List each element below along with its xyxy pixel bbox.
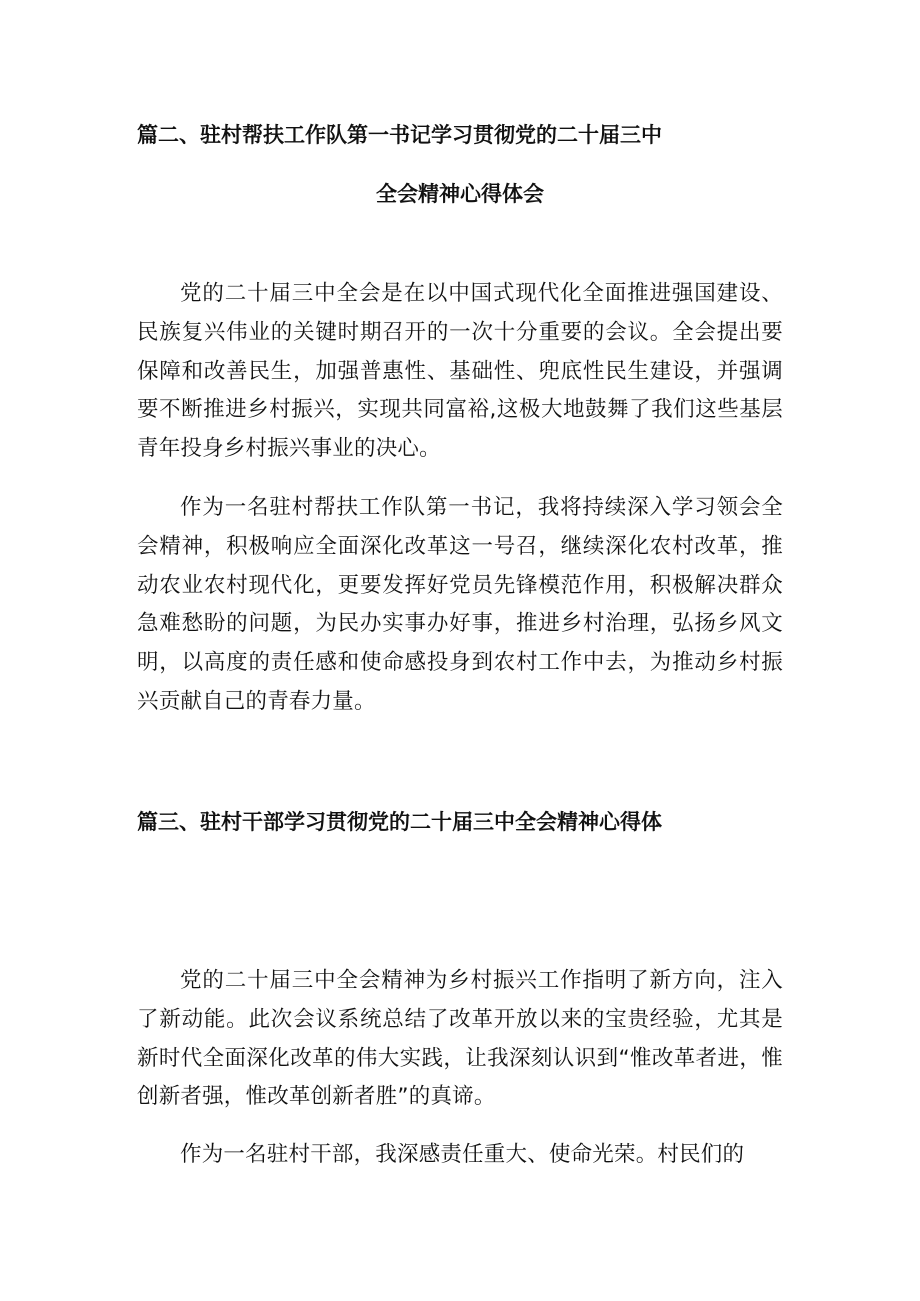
section2-title-line2: 全会精神心得体会: [376, 182, 544, 206]
section2-title-line1: 篇二、驻村帮扶工作队第一书记学习贯彻党的二十届三中: [137, 123, 662, 147]
section2-paragraph-1: 党的二十届三中全会是在以中国式现代化全面推进强国建设、民族复兴伟业的关键时期召开的一次十分重要的会议。全会提出要保障和改善民生，加强普惠性、基础性、兜底性民生建设，并强调要不断推进乡村振兴，实现共同富裕,这极大地鼓舞了我们这些基层青年投身乡村振兴事业的决心。: [137, 281, 783, 462]
section3-title: 篇三、驻村干部学习贯彻党的二十届三中全会精神心得体: [137, 810, 662, 834]
section2-paragraph-2: 作为一名驻村帮扶工作队第一书记，我将持续深入学习领会全会精神，积极响应全面深化改革这一号召，继续深化农村改革，推动农业农村现代化，更要发挥好党员先锋模范作用，积极解决群众急难愁盼的问题，为民办实事办好事，推进乡村治理，弘扬乡风文明，以高度的责任感和使命感投身到农村工作中去，为推动乡村振兴贡献自己的青春力量。: [137, 495, 783, 714]
section3-paragraph-1: 党的二十届三中全会精神为乡村振兴工作指明了新方向，注入了新动能。此次会议系统总结了改革开放以来的宝贵经验，尤其是新时代全面深化改革的伟大实践，让我深刻认识到“惟改革者进，惟创新者强，惟改革创新者胜”的真谛。: [137, 968, 783, 1110]
section3-paragraph-2: 作为一名驻村干部，我深感责任重大、使命光荣。村民们的: [180, 1142, 745, 1167]
